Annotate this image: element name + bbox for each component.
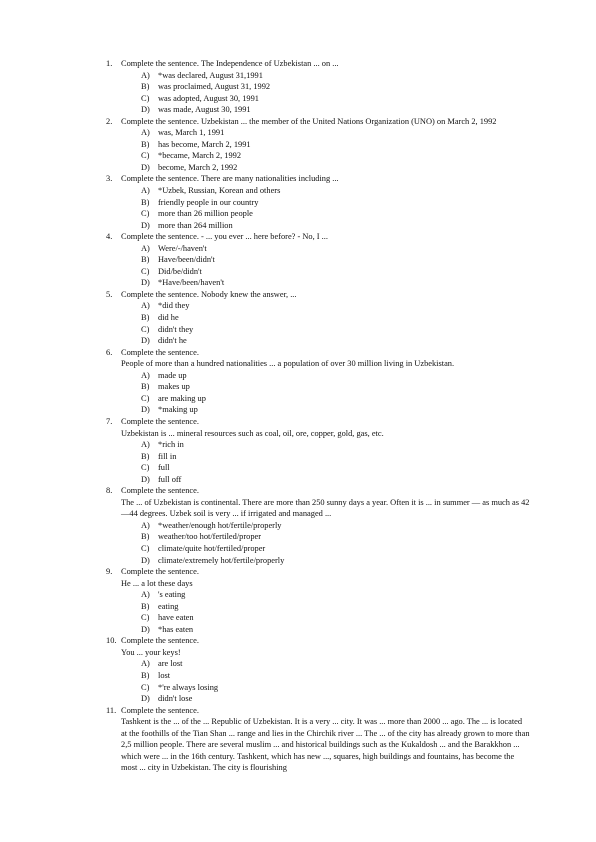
answer-option [141,185,596,197]
option-letter: C) [141,151,150,161]
answer-option [141,612,596,624]
answer-option [141,150,596,162]
question-stem: Complete the sentence. Uzbekistan ... the member of the United Nations Organization (UNO) on March 2, 1992 [121,116,497,126]
option-text: was made, August 30, 1991 [158,105,251,115]
option-text: *did they [158,301,190,311]
question-number: 5. [106,289,113,299]
question-stem: Complete the sentence. [121,705,199,715]
answer-option [141,520,596,532]
option-letter: D) [141,474,150,484]
question-number: 9. [106,567,113,577]
answer-option [141,220,596,232]
option-letter: A) [141,128,150,138]
question-stem: Complete the sentence. - ... you ever ... here before? - No, I ... [121,232,328,242]
option-letter: D) [141,555,150,565]
answer-option [141,670,596,682]
answer-option [141,243,596,255]
option-text: weather/too hot/fertiled/proper [158,532,262,542]
option-text: Were/-/haven't [158,243,207,253]
option-text: *Uzbek, Russian, Korean and others [158,186,281,196]
question-4 [0,231,596,243]
question-passage: Tashkent is the ... of the ... Republic of Uzbekistan. It is a very ... city. It was ... more than 2000 ... ago. The ... is located at the foothills of the Tian Shan ... range and lies in the Chirchik river ... The ... of the city has already grown to more than 2,5 million people. There are several muslim ... and historical buildings such as the Kukaldosh ... and the Barakkhon ... which were ... in the 16th century. Tashkent, which has new ..., squares, high buildings and fountains, has become the most ... city in Uzbekistan. The city is flourishing [121,717,530,773]
question-stem: Complete the sentence. [121,567,199,577]
option-letter: D) [141,278,150,288]
answer-options [0,300,596,346]
option-text: full off [158,474,182,484]
question-number: 7. [106,416,113,426]
answer-option [141,312,596,324]
question-passage: You ... your keys! [121,647,181,657]
answer-option [141,139,596,151]
question-11 [0,705,596,774]
question-8 [0,485,596,520]
answer-option [141,531,596,543]
option-letter: B) [141,255,150,265]
question-number: 1. [106,59,113,68]
answer-option [141,404,596,416]
option-text: are lost [158,659,183,669]
answer-options [0,127,596,173]
answer-option [141,381,596,393]
answer-option [141,555,596,567]
option-text: *Have/been/haven't [158,278,225,288]
option-letter: B) [141,313,150,323]
option-letter: B) [141,601,150,611]
question-passage: The ... of Uzbekistan is continental. There are more than 250 sunny days a year. Often it is ... in summer — as much as 42—44 degrees. Uzbek soil is very ... if irrigated and managed ... [121,497,530,519]
option-letter: D) [141,220,150,230]
option-text: *'re always losing [158,682,219,692]
option-text: *weather/enough hot/fertile/properly [158,520,282,530]
option-letter: C) [141,543,150,553]
question-stem: Complete the sentence. [121,636,199,646]
option-letter: C) [141,93,150,103]
option-letter: C) [141,324,150,334]
option-letter: C) [141,266,150,276]
question-1 [0,58,596,70]
answer-options [0,589,596,635]
answer-option [141,601,596,613]
option-letter: B) [141,82,150,92]
question-10 [0,635,596,658]
option-text: are making up [158,393,206,403]
option-text: *was declared, August 31,1991 [158,70,263,80]
option-text: was adopted, August 30, 1991 [158,93,259,103]
option-text: 's eating [158,590,186,600]
option-text: *has eaten [158,624,194,634]
answer-options [0,185,596,231]
option-text: become, March 2, 1992 [158,162,238,172]
question-2 [0,116,596,128]
option-text: friendly people in our country [158,197,259,207]
option-letter: D) [141,162,150,172]
question-stem: Complete the sentence. There are many nationalities including ... [121,174,339,184]
answer-option [141,277,596,289]
question-number: 3. [106,174,113,184]
option-letter: A) [141,440,150,450]
option-letter: C) [141,393,150,403]
option-text: full [158,463,170,473]
answer-option [141,104,596,116]
option-text: have eaten [158,613,194,623]
option-text: *making up [158,405,198,415]
option-text: eating [158,601,179,611]
option-text: didn't lose [158,694,193,704]
question-number: 11. [106,705,117,715]
option-text: made up [158,370,187,380]
option-text: didn't they [158,324,194,334]
question-number: 2. [106,116,113,126]
option-text: Did/be/didn't [158,266,202,276]
option-letter: A) [141,370,150,380]
option-letter: B) [141,139,150,149]
answer-option [141,127,596,139]
option-letter: C) [141,209,150,219]
answer-option [141,462,596,474]
question-stem: Complete the sentence. [121,416,199,426]
answer-option [141,589,596,601]
option-letter: C) [141,613,150,623]
answer-option [141,393,596,405]
answer-option [141,543,596,555]
option-text: more than 264 million [158,220,233,230]
answer-option [141,658,596,670]
option-text: did he [158,313,179,323]
option-text: climate/extremely hot/fertile/properly [158,555,285,565]
answer-options [0,439,596,485]
option-letter: A) [141,659,150,669]
answer-option [141,693,596,705]
option-letter: B) [141,197,150,207]
option-text: has become, March 2, 1991 [158,139,251,149]
option-letter: A) [141,186,150,196]
option-text: *rich in [158,440,184,450]
answer-option [141,81,596,93]
option-text: *became, March 2, 1992 [158,151,242,161]
question-number: 8. [106,486,113,496]
answer-options [0,370,596,416]
option-letter: D) [141,336,150,346]
answer-option [141,254,596,266]
answer-option [141,208,596,220]
question-stem: Complete the sentence. Nobody knew the answer, ... [121,289,297,299]
option-text: didn't he [158,336,187,346]
answer-option [141,162,596,174]
option-letter: A) [141,70,150,80]
question-number: 6. [106,347,113,357]
question-stem: Complete the sentence. [121,486,199,496]
answer-option [141,197,596,209]
option-letter: D) [141,694,150,704]
answer-options [0,658,596,704]
question-stem: Complete the sentence. The Independence of Uzbekistan ... on ... [121,59,339,68]
answer-option [141,324,596,336]
answer-option [141,474,596,486]
answer-options [0,520,596,566]
option-letter: B) [141,532,150,542]
answer-option [141,93,596,105]
question-9 [0,566,596,589]
answer-options [0,243,596,289]
option-letter: D) [141,105,150,115]
option-letter: A) [141,243,150,253]
option-text: Have/been/didn't [158,255,215,265]
option-text: makes up [158,382,190,392]
option-letter: A) [141,590,150,600]
option-letter: C) [141,463,150,473]
option-text: lost [158,670,171,680]
answer-option [141,439,596,451]
option-letter: B) [141,382,150,392]
question-passage: Uzbekistan is ... mineral resources such as coal, oil, ore, copper, gold, gas, etc. [121,428,384,438]
option-letter: D) [141,405,150,415]
answer-option [141,682,596,694]
answer-options [0,70,596,116]
question-3 [0,173,596,185]
option-letter: A) [141,301,150,311]
option-letter: A) [141,520,150,530]
option-text: fill in [158,451,177,461]
option-letter: D) [141,624,150,634]
question-passage: He ... a lot these days [121,578,193,588]
answer-option [141,451,596,463]
question-7 [0,416,596,439]
option-text: climate/quite hot/fertiled/proper [158,543,266,553]
option-letter: C) [141,682,150,692]
option-text: more than 26 million people [158,209,253,219]
question-5 [0,289,596,301]
question-6 [0,347,596,370]
question-number: 10. [106,636,117,646]
question-passage: People of more than a hundred nationalities ... a population of over 30 million living in Uzbekistan. [121,359,455,369]
answer-option [141,370,596,382]
option-letter: B) [141,451,150,461]
test-document [0,58,596,774]
answer-option [141,335,596,347]
answer-option [141,300,596,312]
answer-option [141,624,596,636]
answer-option [141,266,596,278]
option-text: was proclaimed, August 31, 1992 [158,82,271,92]
option-text: was, March 1, 1991 [158,128,225,138]
answer-option [141,70,596,82]
question-number: 4. [106,232,113,242]
question-stem: Complete the sentence. [121,347,199,357]
option-letter: B) [141,670,150,680]
